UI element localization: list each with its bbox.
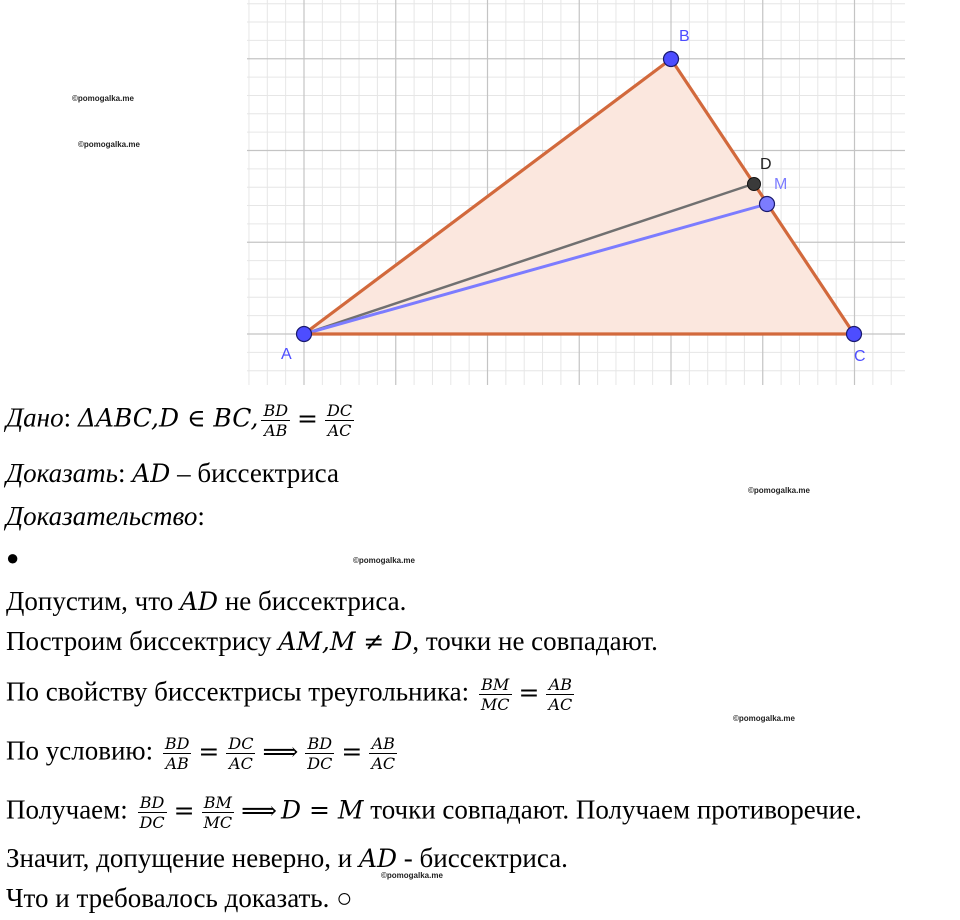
step-text: По условию:	[6, 735, 160, 766]
fraction	[325, 401, 354, 440]
proof-colon: :	[197, 501, 205, 531]
label-c: C	[854, 348, 866, 365]
step-text: точки совпадают. Получаем противоречие.	[363, 794, 862, 825]
fraction-denominator: DC	[139, 813, 165, 832]
fraction-numerator: AB	[546, 675, 574, 695]
step-expr: AD	[179, 587, 219, 616]
equals-sign: =	[518, 677, 540, 707]
implies-sign: ⟹	[262, 736, 299, 766]
label-m: M	[774, 176, 788, 193]
fraction-denominator: DC	[307, 754, 333, 773]
fraction-denominator: AC	[327, 421, 352, 440]
step-4	[6, 734, 400, 773]
fraction-denominator: MC	[203, 813, 233, 832]
bullet: ●	[6, 545, 20, 570]
fraction	[226, 734, 255, 773]
label-a: A	[281, 346, 292, 363]
prove-label: Доказать	[6, 458, 118, 488]
fraction-numerator: BD	[305, 734, 334, 754]
equals-sign: =	[198, 736, 220, 766]
fraction-numerator: AB	[369, 734, 397, 754]
fraction	[261, 401, 290, 440]
prove-text: – биссектриса	[170, 458, 339, 488]
equals-sign: =	[341, 736, 363, 766]
fraction	[479, 675, 512, 714]
watermark: ©pomogalka.me	[733, 714, 795, 723]
fraction	[163, 734, 192, 773]
proof-label: Доказательство	[6, 501, 198, 531]
step-text: По свойству биссектрисы треугольника:	[6, 676, 476, 707]
equals-sign: =	[173, 795, 195, 825]
fraction-numerator: BD	[138, 793, 167, 813]
point-c	[847, 327, 862, 342]
proof-line	[6, 501, 205, 531]
step-expr: AD	[358, 844, 398, 873]
implies-sign: ⟹	[241, 795, 278, 825]
watermark: ©pomogalka.me	[353, 556, 415, 565]
given-statement: ΔABC,D ∈ BC,	[77, 403, 259, 433]
fraction-denominator: AB	[264, 421, 288, 440]
step-2	[6, 626, 658, 657]
watermark: ©pomogalka.me	[748, 486, 810, 495]
fraction	[138, 793, 167, 832]
step-3	[6, 675, 577, 714]
step-text: не биссектриса.	[218, 586, 407, 616]
fraction-denominator: AC	[371, 754, 396, 773]
equals-sign: =	[297, 403, 318, 433]
geometry-figure	[247, 0, 905, 385]
fraction-numerator: BD	[164, 734, 190, 753]
fraction-numerator: BM	[202, 793, 235, 813]
fraction-numerator: BM	[479, 675, 512, 695]
fraction	[546, 675, 574, 714]
step-1	[6, 586, 406, 617]
step-expr: D = M	[281, 795, 364, 825]
fraction-numerator: DC	[228, 734, 254, 753]
step-text: , точки не совпадают.	[412, 626, 658, 656]
fraction-denominator: MC	[480, 695, 510, 714]
given-label: Дано	[6, 402, 64, 433]
step-expr: AM,M ≠ D	[278, 627, 413, 656]
watermark: ©pomogalka.me	[78, 140, 140, 149]
label-b: B	[679, 28, 690, 45]
step-5	[6, 793, 862, 832]
fraction-numerator: BD	[263, 401, 289, 420]
fraction-denominator: AC	[548, 695, 573, 714]
step-7: Что и требовалось доказать. ○	[6, 883, 353, 913]
prove-line	[6, 458, 339, 489]
watermark: ©pomogalka.me	[381, 871, 443, 880]
step-text: Значит, допущение неверно, и	[6, 843, 359, 873]
fraction	[369, 734, 397, 773]
fraction-numerator: DC	[326, 401, 353, 420]
fraction	[305, 734, 334, 773]
label-d: D	[760, 156, 772, 173]
step-text: Получаем:	[6, 794, 135, 825]
step-text: - биссектриса.	[397, 843, 568, 873]
fraction-denominator: AC	[229, 754, 253, 773]
fraction-denominator: AB	[165, 754, 189, 773]
given-colon: :	[63, 402, 72, 433]
point-b	[664, 52, 679, 67]
prove-expr: AD	[132, 459, 171, 488]
watermark: ©pomogalka.me	[72, 94, 134, 103]
point-m	[760, 197, 775, 212]
given-line	[6, 401, 357, 440]
fraction	[202, 793, 235, 832]
step-text: Построим биссектрису	[6, 626, 279, 656]
step-6	[6, 843, 568, 874]
prove-colon: :	[117, 458, 126, 488]
step-text: Допустим, что	[6, 586, 180, 616]
point-d	[748, 178, 761, 191]
point-a	[297, 327, 312, 342]
